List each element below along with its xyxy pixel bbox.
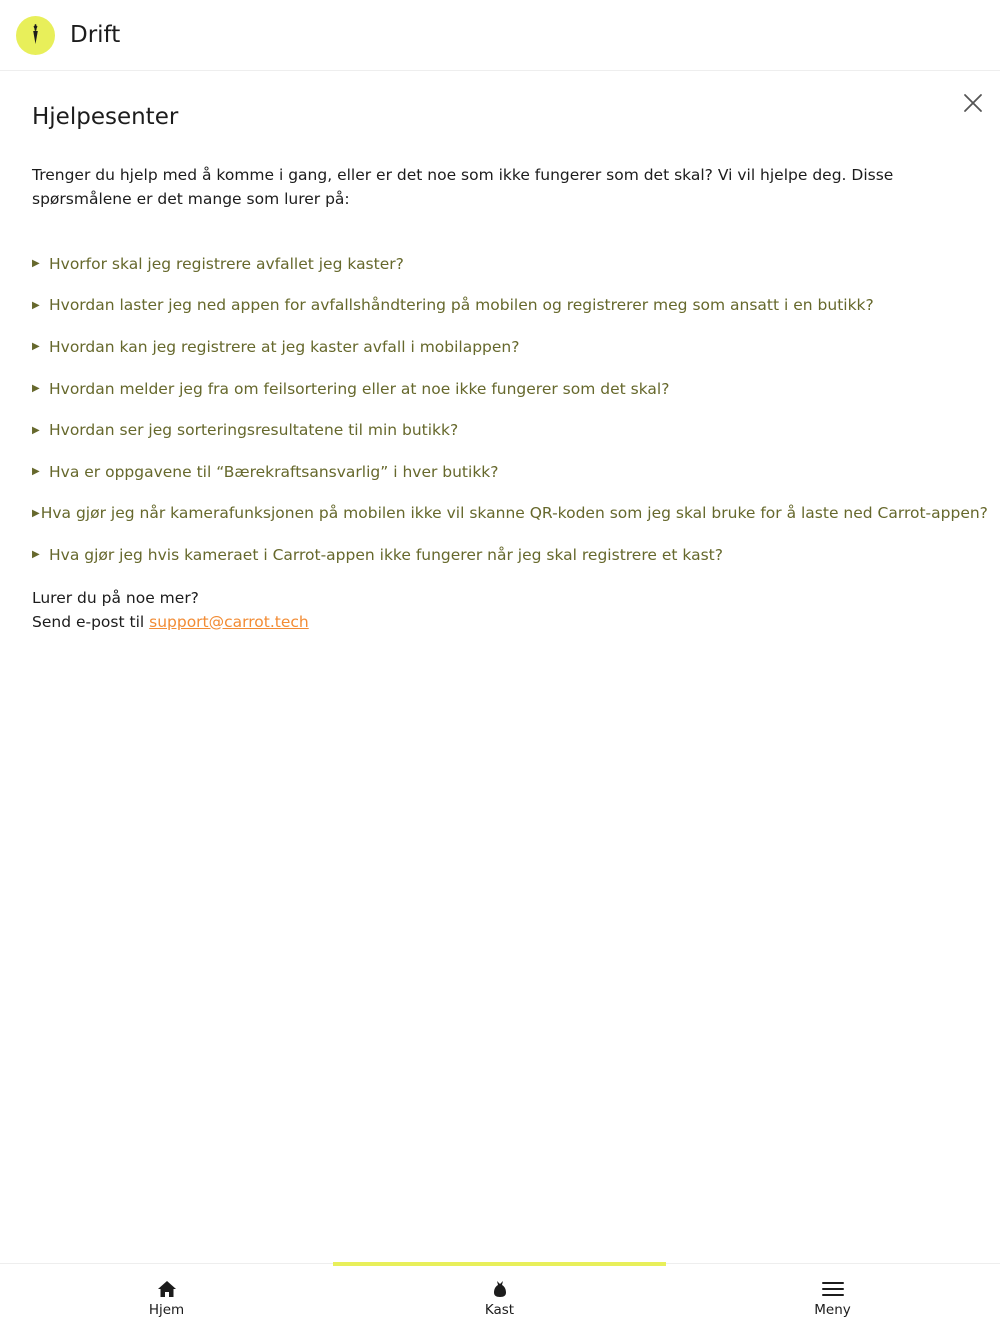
intro-text: Trenger du hjelp med å komme i gang, eller er det noe som ikke fungerer som det skal? Vi vil hjelpe deg. Disse spørsmålene er det mange som lurer på: (32, 166, 894, 208)
nav-active-indicator (333, 1262, 666, 1266)
contact-section (32, 586, 972, 634)
page-title: Hjelpesenter (32, 104, 179, 130)
faq-item[interactable] (32, 451, 972, 493)
faq-item[interactable] (32, 534, 972, 576)
trash-bag-icon (492, 1279, 508, 1299)
caret-right-icon: ▶ (32, 466, 40, 478)
carrot-icon[interactable] (16, 16, 55, 55)
contact-line (32, 610, 972, 634)
faq-question: Hvordan ser jeg sorteringsresultatene til min butikk? (49, 421, 459, 440)
caret-right-icon: ▶ (32, 424, 40, 436)
contact-question: Lurer du på noe mer? (32, 588, 199, 607)
faq-question: Hvordan kan jeg registrere at jeg kaster avfall i mobilappen? (49, 337, 520, 356)
faq-item[interactable] (32, 493, 988, 535)
caret-right-icon: ▶ (32, 299, 40, 311)
caret-right-icon: ▶ (32, 258, 40, 270)
faq-question: Hvordan laster jeg ned appen for avfallshåndtering på mobilen og registrerer meg som ansatt i en butikk? (49, 296, 874, 315)
app-title: Drift (70, 22, 121, 48)
menu-icon (822, 1279, 844, 1299)
app-header (0, 0, 1000, 71)
nav-kast[interactable] (333, 1264, 666, 1335)
home-icon (157, 1279, 177, 1299)
caret-right-icon: ▶ (32, 383, 40, 395)
faq-item[interactable] (32, 285, 972, 327)
caret-right-icon: ▶ (32, 507, 40, 519)
caret-right-icon: ▶ (32, 341, 40, 353)
caret-right-icon: ▶ (32, 549, 40, 561)
faq-item[interactable] (32, 243, 972, 285)
faq-question: Hvorfor skal jeg registrere avfallet jeg kaster? (49, 254, 404, 273)
faq-question: Hva er oppgavene til “Bærekraftsansvarlig” i hver butikk? (49, 462, 499, 481)
faq-item[interactable] (32, 326, 972, 368)
faq-list (32, 243, 988, 576)
nav-home[interactable] (0, 1264, 333, 1335)
faq-question: Hvordan melder jeg fra om feilsortering eller at noe ikke fungerer som det skal? (49, 379, 670, 398)
faq-question: Hva gjør jeg hvis kameraet i Carrot-appen ikke fungerer når jeg skal registrere et kast? (49, 545, 723, 564)
faq-item[interactable] (32, 409, 972, 451)
nav-meny[interactable] (666, 1264, 999, 1335)
support-email-link[interactable]: support@carrot.tech (149, 612, 309, 631)
help-center (32, 100, 988, 634)
faq-question: Hva gjør jeg når kamerafunksjonen på mobilen ikke vil skanne QR-koden som jeg skal bruke for å laste ned Carrot-appen? (40, 504, 988, 523)
faq-item[interactable] (32, 368, 972, 410)
nav-kast-label: Kast (484, 1302, 515, 1318)
bottom-nav (0, 1263, 1000, 1334)
nav-home-label: Hjem (148, 1302, 185, 1318)
nav-meny-label: Meny (814, 1302, 851, 1318)
contact-prefix: Send e-post til (32, 612, 150, 631)
